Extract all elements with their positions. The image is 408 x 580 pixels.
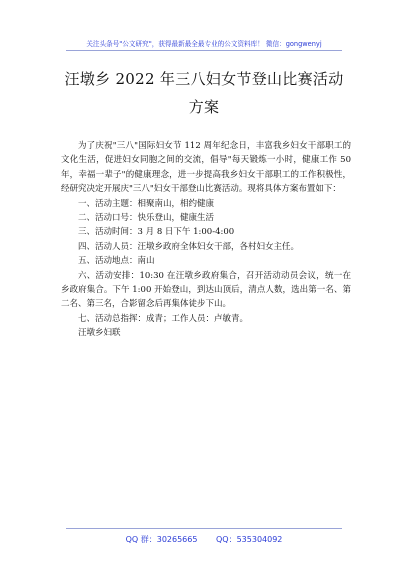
qq-number: QQ：535304092 <box>216 535 283 544</box>
item-time: 三、活动时间：3 月 8 日下午 1:00-4:00 <box>78 227 235 238</box>
footer-contact <box>0 534 408 545</box>
item-slogan: 二、活动口号：快乐登山，健康生活 <box>78 213 215 224</box>
document-title-line1: 汪墩乡 2022 年三八妇女节登山比赛活动 <box>64 70 344 88</box>
qq-group-number: QQ 群：30265665 <box>125 535 198 544</box>
item-commander: 七、活动总指挥：成青；工作人员：卢敏青。 <box>78 313 249 324</box>
header-divider <box>66 50 342 51</box>
item-arrangement: 六、活动安排：10:30 在汪墩乡政府集合，召开活动动员会议，统一在乡政府集合。下午 1:00 开始登山，到达山顶后，清点人数，选出第一名、第二名、第三名，合影留念后再集体徒步下山。 <box>61 270 351 310</box>
footer-divider <box>66 528 342 529</box>
intro-paragraph: 为了庆祝"三八"国际妇女节 112 周年纪念日，丰富我乡妇女干部职工的文化生活，促进妇女同胞之间的交流，倡导"每天锻炼一小时，健康工作 50 年，幸福一辈子"的健康理念，进一步提高我乡妇女干部职工的工作积极性，经研究决定开展庆"三八"妇女干部登山比赛活动。现将具体方案布置如下： <box>61 141 351 195</box>
item-theme: 一、活动主题：相聚南山，相约健康 <box>78 198 215 209</box>
document-title-line2: 方案 <box>188 98 220 116</box>
item-location: 五、活动地点：南山 <box>78 256 155 267</box>
header-banner: 关注头条号"公文研究"，获得最新最全最专业的公文资料库！ 微信：gongwenyj <box>86 40 322 48</box>
item-participants: 四、活动人员：汪墩乡政府全体妇女干部，各村妇女主任。 <box>78 241 300 252</box>
signature: 汪墩乡妇联 <box>78 328 121 339</box>
document-body <box>61 139 351 341</box>
